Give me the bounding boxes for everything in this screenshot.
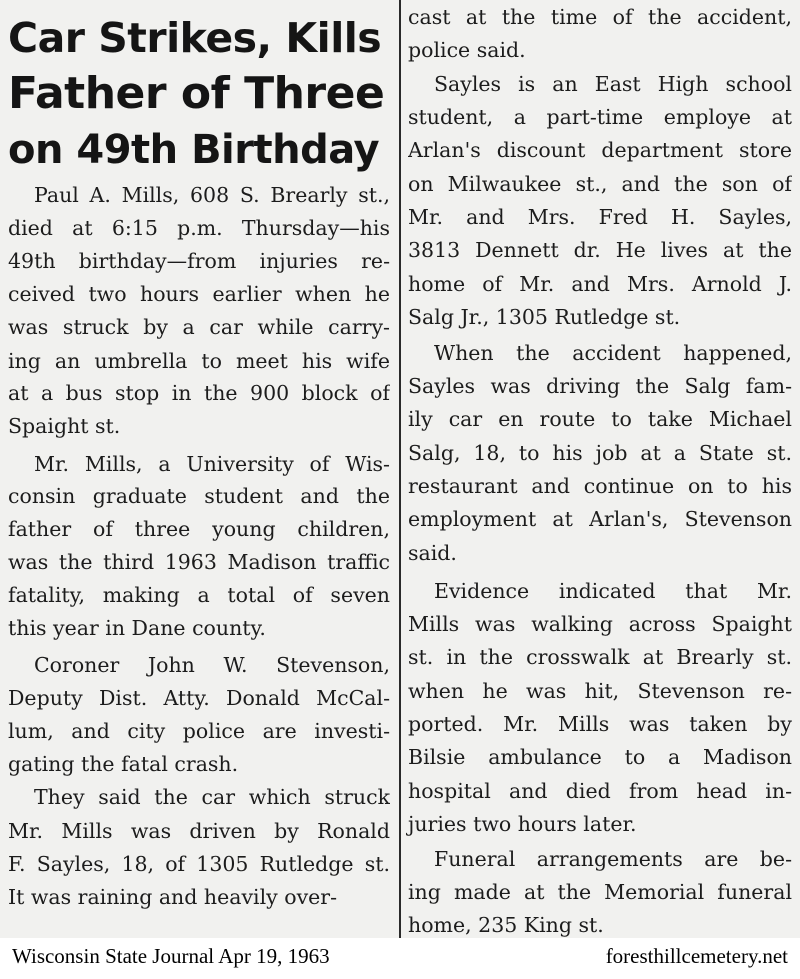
text-line: Coroner John W. Stevenson,: [34, 653, 390, 677]
text-line: father of three young children,: [8, 517, 390, 541]
text-line: Arlan's discount department store: [408, 138, 792, 162]
text-line: When the accident happened,: [434, 341, 792, 365]
column-divider: [399, 0, 401, 938]
text-line: cast at the time of the accident,: [408, 5, 792, 29]
text-line: F. Sayles, 18, of 1305 Rutledge st.: [8, 852, 390, 876]
text-line: Salg, 18, to his job at a State st.: [408, 441, 792, 465]
text-line: consin graduate student and the: [8, 484, 390, 508]
text-line: gating the fatal crash.: [8, 752, 239, 776]
text-line: said.: [408, 541, 457, 565]
headline-line: Car Strikes, Kills: [8, 14, 382, 62]
text-line: Bilsie ambulance to a Madison: [408, 745, 792, 769]
text-line: student, a part-time employe at: [408, 105, 792, 129]
text-line: 49th birthday—from injuries re-: [8, 249, 390, 273]
text-line: ing an umbrella to meet his wife: [8, 349, 390, 373]
text-line: Paul A. Mills, 608 S. Brearly st.,: [34, 183, 390, 207]
text-line: Sayles is an East High school: [434, 72, 792, 96]
text-line: Spaight st.: [8, 414, 121, 438]
text-line: ported. Mr. Mills was taken by: [408, 712, 792, 736]
headline-line: Father of Three: [8, 68, 385, 119]
text-line: Salg Jr., 1305 Rutledge st.: [408, 305, 681, 329]
source-caption: Wisconsin State Journal Apr 19, 1963: [12, 944, 330, 968]
text-line: ceived two hours earlier when he: [8, 282, 390, 306]
text-line: It was raining and heavily over-: [8, 885, 338, 909]
text-line: home, 235 King st.: [408, 913, 604, 937]
text-line: employment at Arlan's, Stevenson: [408, 507, 792, 531]
text-line: this year in Dane county.: [8, 616, 266, 640]
text-line: st. in the crosswalk at Brearly st.: [408, 645, 792, 669]
article-headline: [8, 10, 388, 178]
text-line: fatality, making a total of seven: [8, 583, 390, 607]
text-line: when he was hit, Stevenson re-: [408, 679, 792, 703]
site-caption: foresthillcemetery.net: [605, 944, 788, 968]
text-line: Funeral arrangements are be-: [434, 847, 792, 871]
text-line: Deputy Dist. Atty. Donald McCal-: [8, 686, 390, 710]
text-line: 3813 Dennett dr. He lives at the: [408, 238, 792, 262]
text-line: juries two hours later.: [408, 812, 637, 836]
text-line: Mr. Mills was driven by Ronald: [8, 819, 390, 843]
text-line: Mr. Mills, a University of Wis-: [34, 452, 390, 476]
text-line: was the third 1963 Madison traffic: [8, 550, 390, 574]
text-line: police said.: [408, 38, 526, 62]
text-line: home of Mr. and Mrs. Arnold J.: [408, 272, 792, 296]
text-line: was struck by a car while carry-: [8, 315, 390, 339]
text-line: ing made at the Memorial funeral: [408, 880, 792, 904]
text-line: Mr. and Mrs. Fred H. Sayles,: [408, 205, 792, 229]
text-line: Mills was walking across Spaight: [408, 612, 792, 636]
headline-line: on 49th Birthday: [8, 127, 380, 173]
text-line: on Milwaukee st., and the son of: [408, 172, 792, 196]
text-line: Evidence indicated that Mr.: [434, 579, 792, 603]
text-line: hospital and died from head in-: [408, 779, 792, 803]
text-line: They said the car which struck: [34, 785, 390, 809]
text-line: lum, and city police are investi-: [8, 719, 390, 743]
text-line: at a bus stop in the 900 block of: [8, 381, 390, 405]
text-line: restaurant and continue on to his: [408, 474, 792, 498]
text-line: Sayles was driving the Salg fam-: [408, 374, 792, 398]
text-line: died at 6:15 p.m. Thursday—his: [8, 216, 390, 240]
text-line: ily car en route to take Michael: [408, 407, 792, 431]
